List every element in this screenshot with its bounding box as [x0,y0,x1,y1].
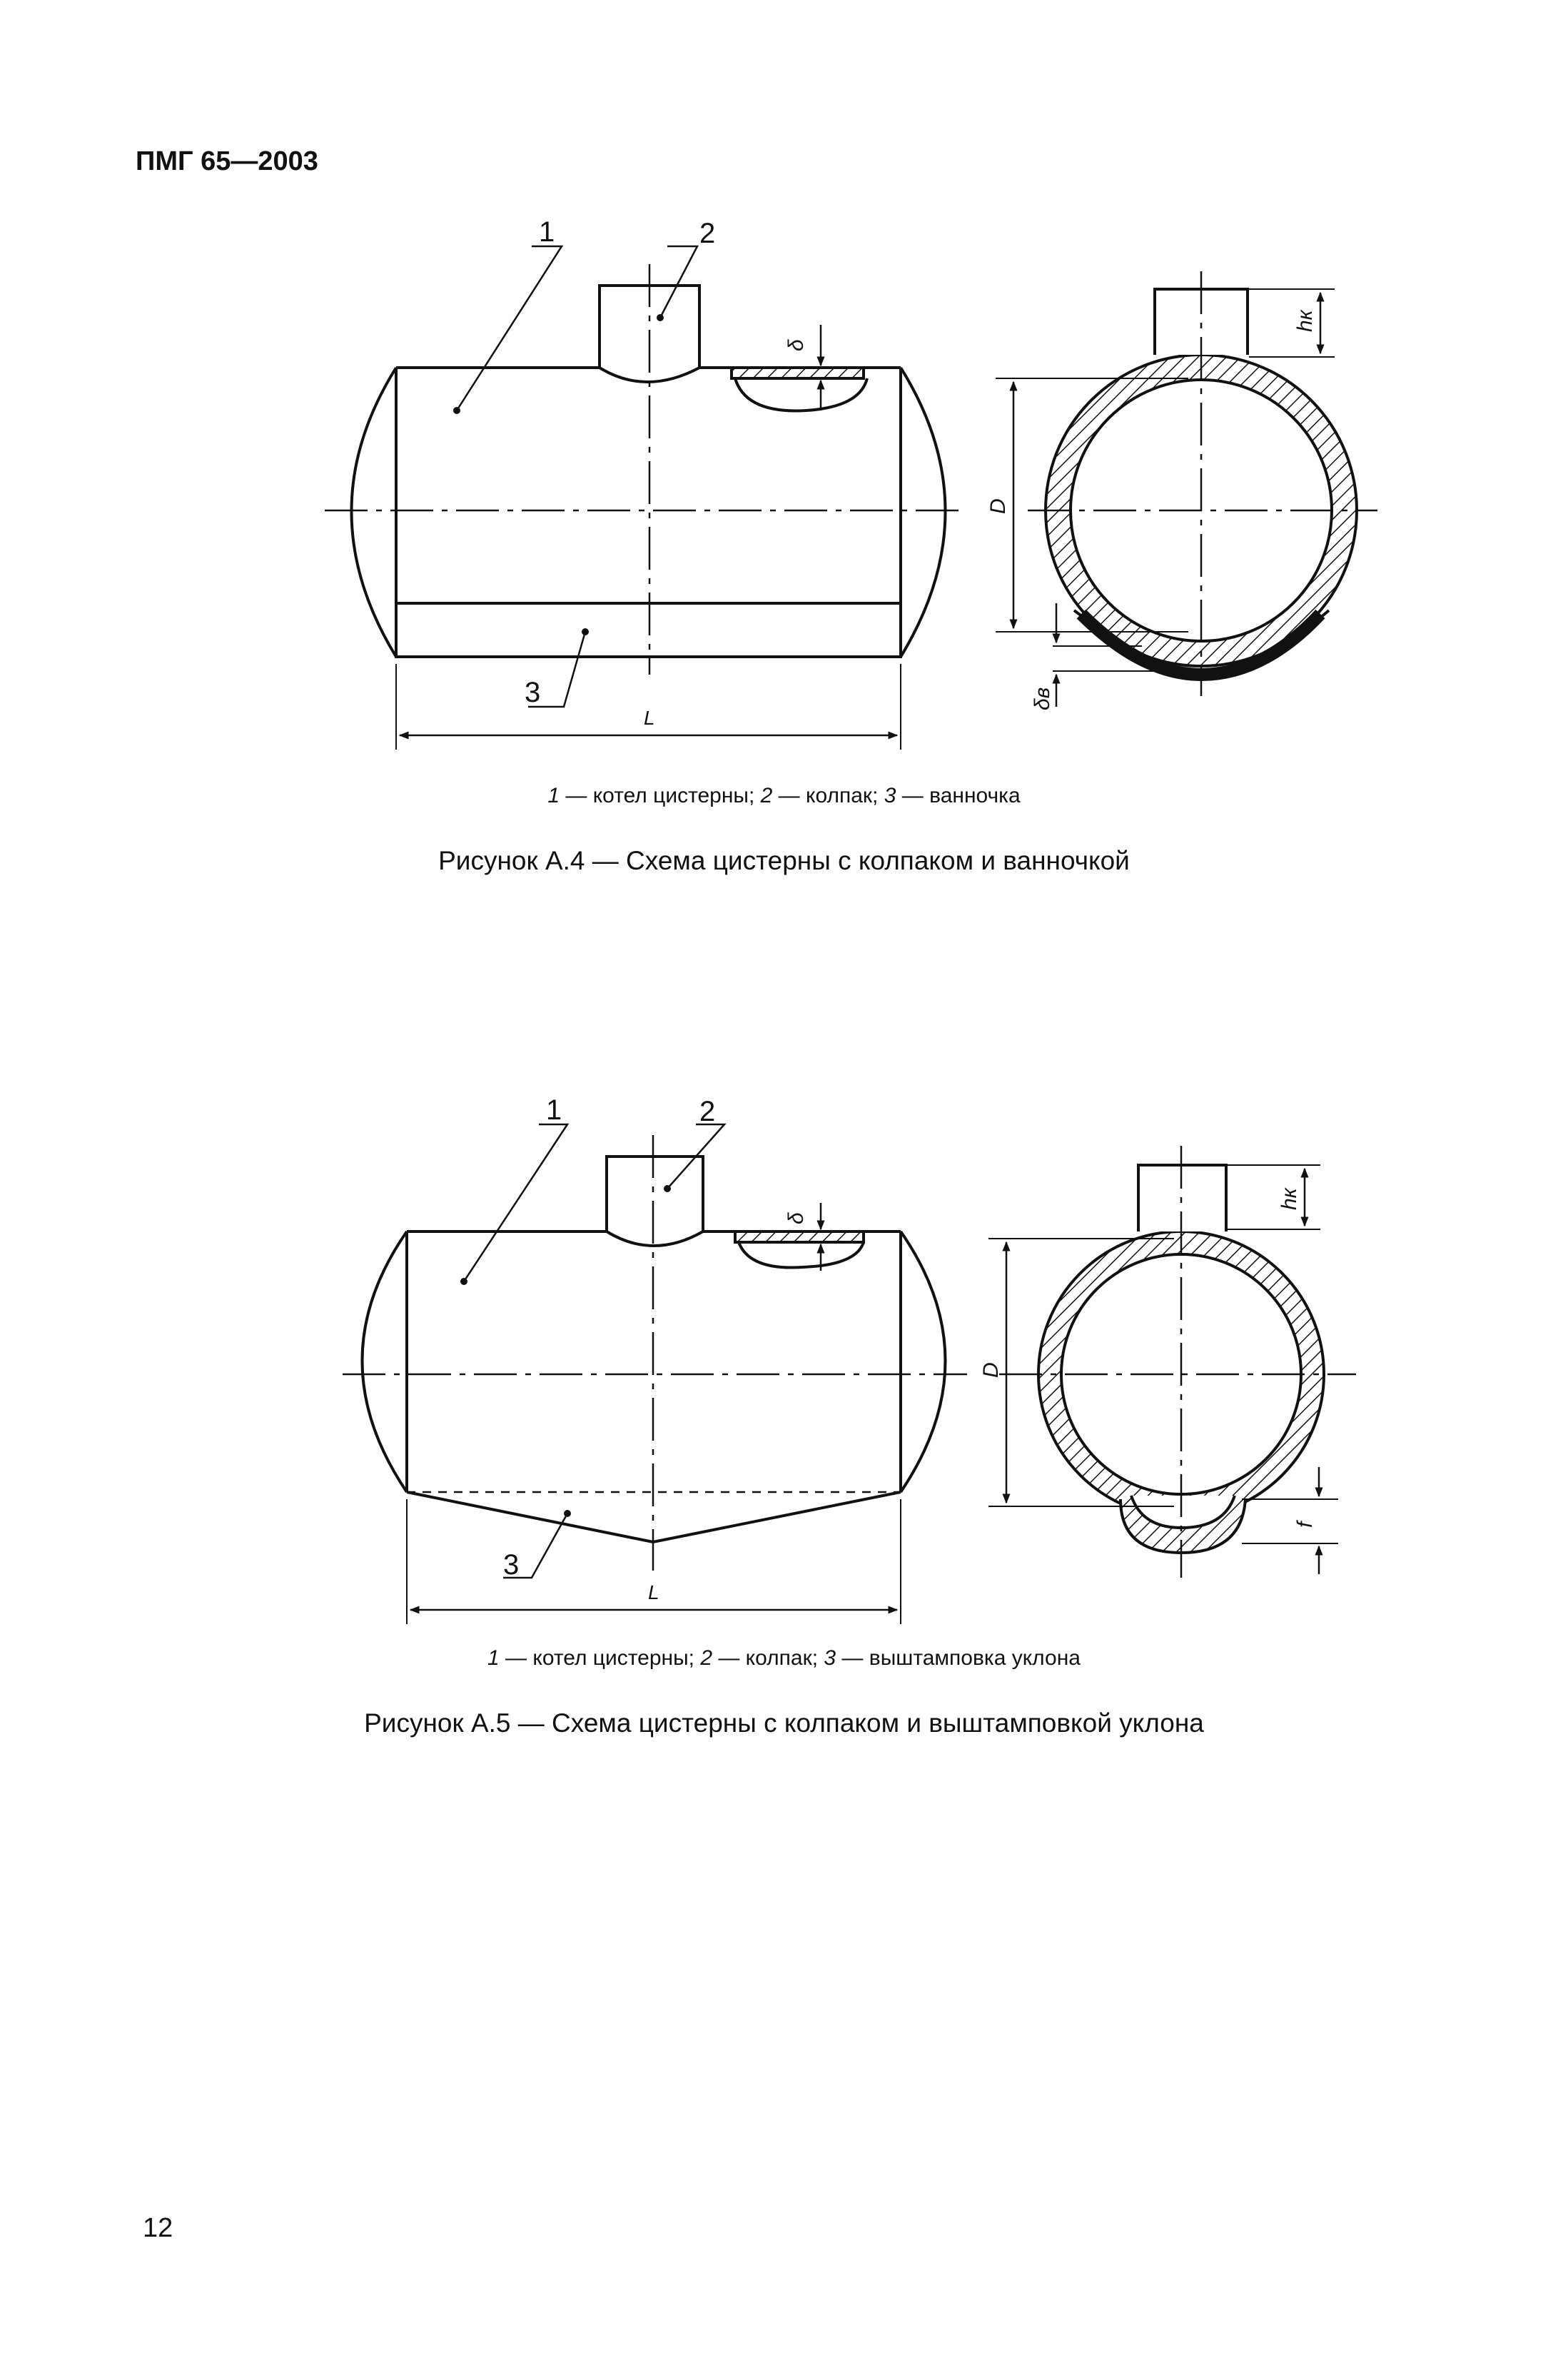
a5-diameter-label: D [979,1362,1003,1378]
figure-a5-legend [0,1646,1568,1671]
figure-a4-legend [0,784,1568,808]
legend-a5-t3: — выштамповка уклона [836,1646,1081,1670]
a5-length-label: L [648,1581,659,1603]
legend-a5-t1: — котел цистерны; [499,1646,701,1670]
a4-pos-3-label: 3 [525,677,541,708]
legend-a5-n1: 1 [487,1646,500,1670]
a5-dome-height-label: hк [1278,1188,1301,1210]
legend-a4-t2: — колпак; [772,784,884,807]
a4-pos-2-label: 2 [699,218,716,249]
a5-delta-label: δ [784,1212,808,1224]
figure-a5 [343,1124,1356,1624]
a5-pos-1-label: 1 [546,1094,562,1126]
a5-side-view [343,1124,967,1624]
legend-a4-n2: 2 [760,784,773,807]
a5-pos-2-label: 2 [699,1096,716,1127]
a5-f-label: f [1293,1521,1317,1528]
document-code: ПМГ 65—2003 [136,146,318,176]
legend-a5-t2: — колпак; [712,1646,824,1670]
legend-a4-n3: 3 [884,784,896,807]
legend-a4-t3: — ванночка [896,784,1021,807]
legend-a5-n3: 3 [824,1646,836,1670]
figure-a4-caption: Рисунок А.4 — Схема цистерны с колпаком и ванночкой [438,846,1130,875]
a4-side-view [325,246,963,750]
a4-diameter-label: D [986,498,1010,514]
a4-dome-height-label: hк [1293,310,1317,332]
legend-a5-n2: 2 [700,1646,713,1670]
page-number: 12 [143,2213,173,2243]
figure-a4 [325,246,1377,750]
legend-a4-n1: 1 [547,784,560,807]
a5-pos-3-label: 3 [503,1549,520,1581]
a4-delta-label: δ [784,339,808,351]
a4-end-view [996,271,1377,707]
a4-length-label: L [644,707,655,729]
figure-a5-caption: Рисунок А.5 — Схема цистерны с колпаком и выштамповкой уклона [364,1708,1204,1738]
a4-delta-v-label: δв [1031,687,1054,710]
legend-a4-t1: — котел цистерны; [560,784,761,807]
a4-pos-1-label: 1 [539,216,555,248]
